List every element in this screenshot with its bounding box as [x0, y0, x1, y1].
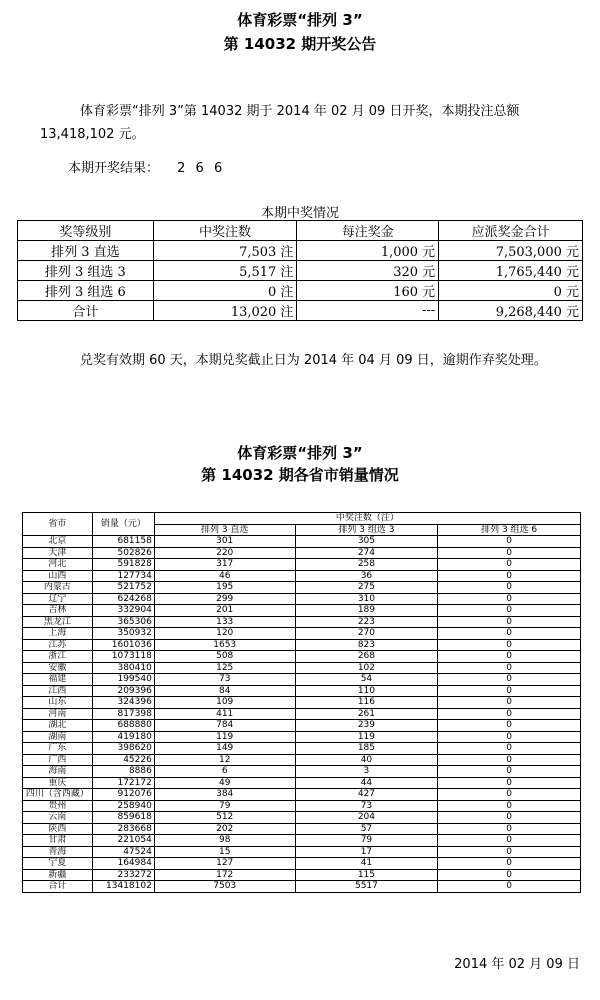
sales-cell: 8886 [92, 766, 154, 778]
group6-cell: 0 [438, 743, 581, 755]
group3-cell: 204 [295, 812, 438, 824]
group6-cell: 0 [438, 639, 581, 651]
group6-cell: 0 [438, 651, 581, 663]
header-group3: 排列 3 组选 3 [295, 524, 438, 536]
group6-cell: 0 [438, 697, 581, 709]
direct-cell: 7503 [154, 881, 295, 893]
sales-title: 体育彩票“排列 3” [237, 444, 363, 462]
group6-cell: 0 [438, 754, 581, 766]
direct-cell: 125 [154, 662, 295, 674]
sales-cell: 688880 [92, 720, 154, 732]
notice-subtitle: 第 14032 期开奖公告 [223, 35, 377, 53]
province-cell: 广东 [23, 743, 93, 755]
sales-cell: 199540 [92, 674, 154, 686]
group3-cell: 36 [295, 570, 438, 582]
province-cell: 吉林 [23, 605, 93, 617]
header-level: 奖等级别 [18, 221, 154, 241]
sales-row [23, 720, 581, 732]
group3-cell: 79 [295, 835, 438, 847]
sales-cell: 221054 [92, 835, 154, 847]
province-cell: 贵州 [23, 800, 93, 812]
direct-cell: 512 [154, 812, 295, 824]
group6-cell: 0 [438, 559, 581, 571]
sales-row [23, 858, 581, 870]
group6-cell: 0 [438, 536, 581, 548]
group6-cell: 0 [438, 570, 581, 582]
sales-row [23, 789, 581, 801]
direct-cell: 149 [154, 743, 295, 755]
sales-row [23, 582, 581, 594]
prize-count-cell: 13,020 注 [153, 301, 297, 321]
group3-cell: 57 [295, 823, 438, 835]
group6-cell: 0 [438, 789, 581, 801]
group3-cell: 275 [295, 582, 438, 594]
group6-cell: 0 [438, 674, 581, 686]
sales-cell: 398620 [92, 743, 154, 755]
group3-cell: 73 [295, 800, 438, 812]
province-cell: 江西 [23, 685, 93, 697]
group3-cell: 5517 [295, 881, 438, 893]
sales-cell: 1073118 [92, 651, 154, 663]
prize-row [18, 261, 583, 281]
group3-cell: 102 [295, 662, 438, 674]
province-cell: 天津 [23, 547, 93, 559]
group3-cell: 119 [295, 731, 438, 743]
prize-row [18, 241, 583, 261]
province-cell: 甘肃 [23, 835, 93, 847]
prize-amount-cell: 1,000 元 [297, 241, 439, 261]
prize-row [18, 281, 583, 301]
group3-cell: 305 [295, 536, 438, 548]
prize-table [17, 220, 583, 321]
province-cell: 青海 [23, 846, 93, 858]
footer-date: 2014 年 02 月 09 日 [454, 957, 580, 972]
direct-cell: 127 [154, 858, 295, 870]
group6-cell: 0 [438, 662, 581, 674]
sales-row [23, 881, 581, 893]
group6-cell: 0 [438, 628, 581, 640]
result-line [68, 157, 225, 180]
header-count: 中奖注数 [153, 221, 297, 241]
prize-level-cell: 合计 [18, 301, 154, 321]
sales-row [23, 812, 581, 824]
direct-cell: 119 [154, 731, 295, 743]
header-winners: 中奖注数（注） [154, 513, 580, 525]
sales-cell: 502826 [92, 547, 154, 559]
sales-row [23, 869, 581, 881]
sales-cell: 521752 [92, 582, 154, 594]
sales-row [23, 800, 581, 812]
group6-cell: 0 [438, 846, 581, 858]
group3-cell: 310 [295, 593, 438, 605]
province-cell: 北京 [23, 536, 93, 548]
sales-row [23, 674, 581, 686]
group6-cell: 0 [438, 777, 581, 789]
sales-row [23, 708, 581, 720]
prize-count-cell: 5,517 注 [153, 261, 297, 281]
province-cell: 湖南 [23, 731, 93, 743]
sales-cell: 817398 [92, 708, 154, 720]
header-group6: 排列 3 组选 6 [438, 524, 581, 536]
province-cell: 黑龙江 [23, 616, 93, 628]
province-cell: 宁夏 [23, 858, 93, 870]
group6-cell: 0 [438, 869, 581, 881]
sales-cell: 912076 [92, 789, 154, 801]
province-cell: 江苏 [23, 639, 93, 651]
sales-cell: 350932 [92, 628, 154, 640]
group3-cell: 116 [295, 697, 438, 709]
group6-cell: 0 [438, 766, 581, 778]
direct-cell: 15 [154, 846, 295, 858]
group3-cell: 41 [295, 858, 438, 870]
group6-cell: 0 [438, 685, 581, 697]
province-cell: 河南 [23, 708, 93, 720]
notice-paragraph: 体育彩票“排列 3”第 14032 期于 2014 年 02 月 09 日开奖，本期投注总额 13,418,102 元。 [40, 104, 520, 142]
province-cell: 安徽 [23, 662, 93, 674]
sales-cell: 332904 [92, 605, 154, 617]
group3-cell: 17 [295, 846, 438, 858]
group3-cell: 54 [295, 674, 438, 686]
direct-cell: 1653 [154, 639, 295, 651]
sales-cell: 233272 [92, 869, 154, 881]
sales-subtitle: 第 14032 期各省市销量情况 [201, 466, 399, 484]
direct-cell: 133 [154, 616, 295, 628]
group3-cell: 261 [295, 708, 438, 720]
direct-cell: 201 [154, 605, 295, 617]
group6-cell: 0 [438, 881, 581, 893]
province-cell: 山东 [23, 697, 93, 709]
province-cell: 海南 [23, 766, 93, 778]
sales-cell: 127734 [92, 570, 154, 582]
sales-cell: 419180 [92, 731, 154, 743]
direct-cell: 202 [154, 823, 295, 835]
result-label: 本期开奖结果： [68, 161, 160, 176]
header-sales: 销量（元） [92, 513, 154, 536]
province-cell: 重庆 [23, 777, 93, 789]
header-province: 省市 [23, 513, 93, 536]
group3-cell: 223 [295, 616, 438, 628]
group6-cell: 0 [438, 823, 581, 835]
sales-row [23, 570, 581, 582]
direct-cell: 301 [154, 536, 295, 548]
prize-amount-cell: --- [297, 301, 439, 321]
sales-cell: 164984 [92, 858, 154, 870]
sales-cell: 1601036 [92, 639, 154, 651]
province-cell: 山西 [23, 570, 93, 582]
sales-cell: 365306 [92, 616, 154, 628]
direct-cell: 172 [154, 869, 295, 881]
group3-cell: 270 [295, 628, 438, 640]
sales-row [23, 743, 581, 755]
direct-cell: 384 [154, 789, 295, 801]
sales-row [23, 651, 581, 663]
province-cell: 陕西 [23, 823, 93, 835]
group6-cell: 0 [438, 616, 581, 628]
sales-cell: 172172 [92, 777, 154, 789]
sales-cell: 591828 [92, 559, 154, 571]
direct-cell: 79 [154, 800, 295, 812]
group6-cell: 0 [438, 731, 581, 743]
group6-cell: 0 [438, 547, 581, 559]
group6-cell: 0 [438, 800, 581, 812]
province-cell: 上海 [23, 628, 93, 640]
sales-cell: 681158 [92, 536, 154, 548]
direct-cell: 46 [154, 570, 295, 582]
sales-cell: 45226 [92, 754, 154, 766]
prize-count-cell: 7,503 注 [153, 241, 297, 261]
sales-row [23, 536, 581, 548]
sales-cell: 13418102 [92, 881, 154, 893]
sales-cell: 258940 [92, 800, 154, 812]
sales-row [23, 605, 581, 617]
notice-title: 体育彩票“排列 3” [237, 11, 363, 29]
group6-cell: 0 [438, 605, 581, 617]
group6-cell: 0 [438, 708, 581, 720]
sales-row [23, 685, 581, 697]
group3-cell: 268 [295, 651, 438, 663]
sales-row [23, 777, 581, 789]
direct-cell: 12 [154, 754, 295, 766]
sales-cell: 380410 [92, 662, 154, 674]
group3-cell: 823 [295, 639, 438, 651]
group6-cell: 0 [438, 858, 581, 870]
group3-cell: 185 [295, 743, 438, 755]
direct-cell: 109 [154, 697, 295, 709]
direct-cell: 508 [154, 651, 295, 663]
direct-cell: 73 [154, 674, 295, 686]
province-cell: 广西 [23, 754, 93, 766]
prize-total-cell: 1,765,440 元 [439, 261, 583, 281]
group3-cell: 110 [295, 685, 438, 697]
group3-cell: 274 [295, 547, 438, 559]
sales-table [22, 512, 581, 893]
direct-cell: 6 [154, 766, 295, 778]
sales-row [23, 754, 581, 766]
direct-cell: 411 [154, 708, 295, 720]
direct-cell: 317 [154, 559, 295, 571]
prize-table-caption: 本期中奖情况 [260, 206, 339, 221]
sales-row [23, 835, 581, 847]
province-cell: 辽宁 [23, 593, 93, 605]
sales-row [23, 766, 581, 778]
group6-cell: 0 [438, 593, 581, 605]
sales-row [23, 547, 581, 559]
sales-row [23, 593, 581, 605]
group3-cell: 3 [295, 766, 438, 778]
direct-cell: 84 [154, 685, 295, 697]
header-prize: 每注奖金 [297, 221, 439, 241]
province-cell: 河北 [23, 559, 93, 571]
sales-row [23, 628, 581, 640]
province-cell: 云南 [23, 812, 93, 824]
province-cell: 福建 [23, 674, 93, 686]
sales-cell: 324396 [92, 697, 154, 709]
province-cell: 浙江 [23, 651, 93, 663]
sales-cell: 859618 [92, 812, 154, 824]
province-cell: 合计 [23, 881, 93, 893]
sales-cell: 624268 [92, 593, 154, 605]
group6-cell: 0 [438, 812, 581, 824]
group3-cell: 239 [295, 720, 438, 732]
group6-cell: 0 [438, 720, 581, 732]
sales-row [23, 823, 581, 835]
header-direct: 排列 3 直选 [154, 524, 295, 536]
direct-cell: 220 [154, 547, 295, 559]
direct-cell: 299 [154, 593, 295, 605]
sales-row [23, 662, 581, 674]
prize-amount-cell: 160 元 [297, 281, 439, 301]
direct-cell: 120 [154, 628, 295, 640]
group3-cell: 427 [295, 789, 438, 801]
prize-total-cell: 7,503,000 元 [439, 241, 583, 261]
result-value: 2 6 6 [177, 161, 226, 176]
group3-cell: 258 [295, 559, 438, 571]
sales-row [23, 731, 581, 743]
prize-total-cell: 0 元 [439, 281, 583, 301]
direct-cell: 49 [154, 777, 295, 789]
direct-cell: 784 [154, 720, 295, 732]
province-cell: 湖北 [23, 720, 93, 732]
prize-total-cell: 9,268,440 元 [439, 301, 583, 321]
prize-row [18, 301, 583, 321]
province-cell: 内蒙古 [23, 582, 93, 594]
prize-count-cell: 0 注 [153, 281, 297, 301]
group6-cell: 0 [438, 835, 581, 847]
group3-cell: 115 [295, 869, 438, 881]
group3-cell: 44 [295, 777, 438, 789]
sales-row [23, 616, 581, 628]
prize-level-cell: 排列 3 组选 6 [18, 281, 154, 301]
expiry-paragraph: 兑奖有效期 60 天，本期兑奖截止日为 2014 年 04 月 09 日，逾期作弃奖处理。 [80, 353, 547, 368]
prize-amount-cell: 320 元 [297, 261, 439, 281]
direct-cell: 195 [154, 582, 295, 594]
direct-cell: 98 [154, 835, 295, 847]
group3-cell: 189 [295, 605, 438, 617]
sales-row [23, 559, 581, 571]
province-cell: 四川（含西藏） [23, 789, 93, 801]
sales-cell: 47524 [92, 846, 154, 858]
sales-cell: 209396 [92, 685, 154, 697]
header-total: 应派奖金合计 [439, 221, 583, 241]
prize-level-cell: 排列 3 组选 3 [18, 261, 154, 281]
prize-table-header [18, 221, 583, 241]
prize-level-cell: 排列 3 直选 [18, 241, 154, 261]
sales-row [23, 639, 581, 651]
group3-cell: 40 [295, 754, 438, 766]
sales-row [23, 846, 581, 858]
sales-row [23, 697, 581, 709]
sales-header-row-1 [23, 513, 581, 525]
sales-cell: 283668 [92, 823, 154, 835]
group6-cell: 0 [438, 582, 581, 594]
province-cell: 新疆 [23, 869, 93, 881]
